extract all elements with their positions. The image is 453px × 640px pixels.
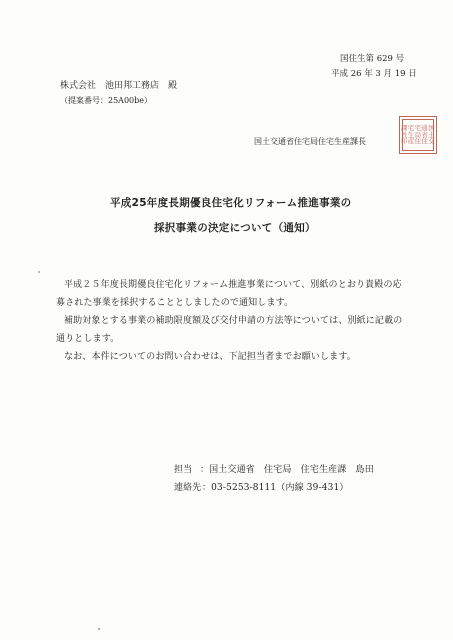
body-paragraph-2-line-2: 通りとします。 <box>56 334 120 344</box>
seal-column: 宅生産 <box>407 124 415 146</box>
issuer-name: 国土交通省住宅局住宅生産課長 <box>254 137 366 146</box>
seal-column: 通省住 <box>421 124 428 146</box>
recipient-name: 株式会社 池田邦工務店 殿 <box>60 81 178 91</box>
proposal-number: （提案番号：25A00be） <box>60 96 152 105</box>
seal-column: 宅局住 <box>414 124 422 146</box>
seal-column: 国土交 <box>428 124 435 146</box>
official-seal <box>399 116 437 154</box>
title-line-1: 平成25年度長期優良住宅化リフォーム推進事業の <box>110 197 352 209</box>
document-date: 平成 26 年 3 月 19 日 <box>331 69 417 79</box>
title-line-2: 採択事業の決定について（通知） <box>154 222 316 234</box>
body-paragraph-3-line-1: なお、本件についてのお問い合わせは、下記担当者までお願いします。 <box>64 352 356 362</box>
contact-person: ：国土交通省 住宅局 住宅生産課 島田 <box>200 465 374 475</box>
contact-phone: ：03-5253-8111（内線 39-431） <box>202 483 349 493</box>
scan-speck <box>38 271 40 273</box>
seal-column: 課長印 <box>401 124 408 146</box>
document-number: 国住生第 629 号 <box>340 54 405 64</box>
body-paragraph-2-line-1: 補助対象とする事業の補助限度額及び交付申請の方法等については、別紙に記載の <box>64 316 403 326</box>
body-paragraph-1-line-1: 平成２５年度長期優良住宅化リフォーム推進事業について、別紙のとおり貴殿の応 <box>64 280 402 290</box>
body-paragraph-1-line-2: 募された事業を採択することとしましたので通知します。 <box>56 298 294 308</box>
contact-person-label: 担当 <box>174 465 193 475</box>
scan-speck <box>98 628 100 630</box>
contact-phone-label: 連絡先 <box>174 483 202 493</box>
